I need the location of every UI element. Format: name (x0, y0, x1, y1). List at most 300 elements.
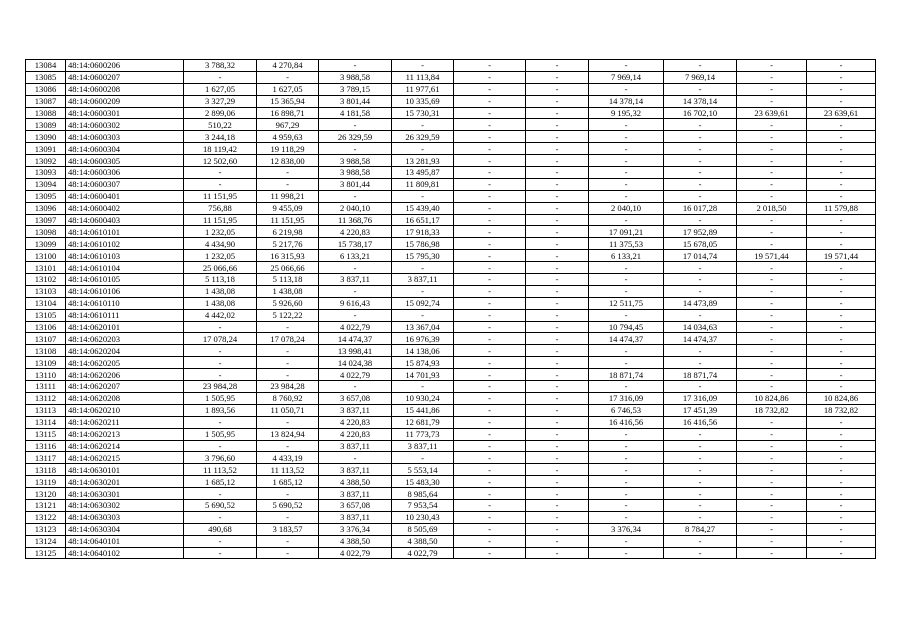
value-cell-6: - (526, 214, 589, 226)
value-cell-9: 23 639,61 (737, 107, 807, 119)
value-cell-4: 14 701,93 (392, 369, 454, 381)
value-cell-3: 3 988,58 (319, 155, 392, 167)
value-cell-1: 17 078,24 (184, 333, 257, 345)
cadastral-number-cell: 48:14:0630302 (66, 499, 184, 511)
value-cell-2: 12 838,00 (257, 155, 319, 167)
value-cell-6: - (526, 262, 589, 274)
cadastral-number-cell: 48:14:0600301 (66, 107, 184, 119)
table-row (26, 523, 876, 535)
table-row (26, 511, 876, 523)
value-cell-7: - (589, 535, 664, 547)
value-cell-4: 3 837,11 (392, 440, 454, 452)
value-cell-7: - (589, 214, 664, 226)
value-cell-8: 14 378,14 (664, 95, 737, 107)
table-row (26, 178, 876, 190)
table-row (26, 345, 876, 357)
value-cell-9: - (737, 119, 807, 131)
value-cell-7: 17 091,21 (589, 226, 664, 238)
value-cell-9: 10 824,86 (737, 392, 807, 404)
value-cell-7: - (589, 440, 664, 452)
value-cell-8: - (664, 535, 737, 547)
value-cell-1: - (184, 178, 257, 190)
value-cell-9: 19 571,44 (737, 250, 807, 262)
value-cell-6: - (526, 547, 589, 559)
value-cell-9: - (737, 333, 807, 345)
value-cell-4: 13 495,87 (392, 167, 454, 179)
value-cell-10: - (807, 297, 876, 309)
value-cell-6: - (526, 416, 589, 428)
value-cell-10: - (807, 428, 876, 440)
value-cell-6: - (526, 274, 589, 286)
value-cell-10: - (807, 535, 876, 547)
value-cell-4: 3 837,11 (392, 274, 454, 286)
value-cell-6: - (526, 381, 589, 393)
value-cell-7: - (589, 476, 664, 488)
value-cell-2: - (257, 167, 319, 179)
value-cell-7: 18 871,74 (589, 369, 664, 381)
cadastral-number-cell: 48:14:0620215 (66, 452, 184, 464)
value-cell-4: - (392, 381, 454, 393)
value-cell-9: - (737, 345, 807, 357)
value-cell-10: - (807, 357, 876, 369)
value-cell-10: - (807, 167, 876, 179)
value-cell-9: - (737, 285, 807, 297)
value-cell-10: - (807, 155, 876, 167)
value-cell-5: - (454, 155, 526, 167)
cadastral-number-cell: 48:14:0600402 (66, 202, 184, 214)
cadastral-number-cell: 48:14:0620213 (66, 428, 184, 440)
value-cell-8: - (664, 440, 737, 452)
value-cell-4: 10 335,69 (392, 95, 454, 107)
value-cell-10: - (807, 190, 876, 202)
row-number-cell: 13110 (26, 369, 66, 381)
value-cell-4: 16 651,17 (392, 214, 454, 226)
value-cell-3: 3 376,34 (319, 523, 392, 535)
value-cell-7: - (589, 345, 664, 357)
value-cell-2: 5 113,18 (257, 274, 319, 286)
value-cell-1: 2 899,06 (184, 107, 257, 119)
row-number-cell: 13118 (26, 464, 66, 476)
value-cell-6: - (526, 428, 589, 440)
value-cell-3: 4 220,83 (319, 428, 392, 440)
value-cell-2: - (257, 535, 319, 547)
value-cell-8: - (664, 131, 737, 143)
value-cell-4: 4 022,79 (392, 547, 454, 559)
value-cell-5: - (454, 345, 526, 357)
value-cell-2: 11 050,71 (257, 404, 319, 416)
value-cell-9: - (737, 464, 807, 476)
value-cell-9: - (737, 476, 807, 488)
value-cell-10: - (807, 416, 876, 428)
table-row (26, 369, 876, 381)
value-cell-2: - (257, 178, 319, 190)
value-cell-2: 5 217,76 (257, 238, 319, 250)
value-cell-3: - (319, 143, 392, 155)
value-cell-3: 15 738,17 (319, 238, 392, 250)
value-cell-4: - (392, 262, 454, 274)
value-cell-6: - (526, 309, 589, 321)
value-cell-6: - (526, 535, 589, 547)
value-cell-1: - (184, 547, 257, 559)
cadastral-number-cell: 48:14:0620204 (66, 345, 184, 357)
cadastral-number-cell: 48:14:0610102 (66, 238, 184, 250)
value-cell-8: 16 416,56 (664, 416, 737, 428)
value-cell-7: - (589, 285, 664, 297)
value-cell-7: - (589, 488, 664, 500)
value-cell-6: - (526, 511, 589, 523)
row-number-cell: 13098 (26, 226, 66, 238)
value-cell-6: - (526, 119, 589, 131)
value-cell-9: - (737, 190, 807, 202)
value-cell-1: 11 151,95 (184, 190, 257, 202)
value-cell-8: - (664, 178, 737, 190)
value-cell-5: - (454, 464, 526, 476)
table-row (26, 428, 876, 440)
table-row (26, 131, 876, 143)
value-cell-1: 1 232,05 (184, 226, 257, 238)
table-row (26, 321, 876, 333)
table-row (26, 190, 876, 202)
value-cell-3: 4 022,79 (319, 369, 392, 381)
value-cell-5: - (454, 488, 526, 500)
value-cell-10: - (807, 214, 876, 226)
value-cell-9: - (737, 178, 807, 190)
row-number-cell: 13100 (26, 250, 66, 262)
value-cell-10: - (807, 274, 876, 286)
value-cell-3: 4 022,79 (319, 547, 392, 559)
value-cell-3: 3 657,08 (319, 499, 392, 511)
table-row (26, 416, 876, 428)
value-cell-10: 10 824,86 (807, 392, 876, 404)
value-cell-1: 5 113,18 (184, 274, 257, 286)
value-cell-9: - (737, 274, 807, 286)
cadastral-number-cell: 48:14:0630304 (66, 523, 184, 535)
value-cell-2: - (257, 511, 319, 523)
data-table (25, 59, 876, 559)
value-cell-4: - (392, 119, 454, 131)
value-cell-9: - (737, 83, 807, 95)
table-row (26, 238, 876, 250)
value-cell-3: 3 988,58 (319, 167, 392, 179)
value-cell-10: - (807, 499, 876, 511)
value-cell-7: 7 969,14 (589, 71, 664, 83)
value-cell-7: - (589, 547, 664, 559)
value-cell-10: 19 571,44 (807, 250, 876, 262)
value-cell-2: - (257, 345, 319, 357)
value-cell-6: - (526, 250, 589, 262)
value-cell-9: - (737, 381, 807, 393)
value-cell-1: 23 984,28 (184, 381, 257, 393)
cadastral-number-cell: 48:14:0620207 (66, 381, 184, 393)
value-cell-8: - (664, 274, 737, 286)
value-cell-2: 11 113,52 (257, 464, 319, 476)
value-cell-7: - (589, 262, 664, 274)
value-cell-6: - (526, 297, 589, 309)
value-cell-8: 17 014,74 (664, 250, 737, 262)
row-number-cell: 13117 (26, 452, 66, 464)
value-cell-9: - (737, 416, 807, 428)
value-cell-5: - (454, 523, 526, 535)
table-row (26, 83, 876, 95)
value-cell-2: - (257, 547, 319, 559)
row-number-cell: 13111 (26, 381, 66, 393)
value-cell-3: 3 837,11 (319, 511, 392, 523)
value-cell-10: - (807, 464, 876, 476)
value-cell-1: - (184, 511, 257, 523)
value-cell-5: - (454, 143, 526, 155)
value-cell-2: 3 183,57 (257, 523, 319, 535)
value-cell-5: - (454, 535, 526, 547)
value-cell-3: 4 388,50 (319, 476, 392, 488)
value-cell-4: - (392, 143, 454, 155)
value-cell-8: 16 017,28 (664, 202, 737, 214)
value-cell-2: - (257, 416, 319, 428)
value-cell-4: - (392, 60, 454, 72)
value-cell-3: 3 988,58 (319, 71, 392, 83)
value-cell-1: 18 119,42 (184, 143, 257, 155)
value-cell-7: - (589, 511, 664, 523)
value-cell-6: - (526, 95, 589, 107)
table-row (26, 404, 876, 416)
row-number-cell: 13120 (26, 488, 66, 500)
value-cell-6: - (526, 523, 589, 535)
value-cell-10: - (807, 547, 876, 559)
value-cell-6: - (526, 285, 589, 297)
value-cell-6: - (526, 226, 589, 238)
cadastral-number-cell: 48:14:0620203 (66, 333, 184, 345)
value-cell-7: - (589, 143, 664, 155)
value-cell-6: - (526, 143, 589, 155)
value-cell-5: - (454, 547, 526, 559)
value-cell-6: - (526, 499, 589, 511)
value-cell-7: - (589, 428, 664, 440)
row-number-cell: 13104 (26, 297, 66, 309)
value-cell-5: - (454, 107, 526, 119)
value-cell-2: - (257, 321, 319, 333)
value-cell-10: - (807, 143, 876, 155)
value-cell-4: 14 138,06 (392, 345, 454, 357)
table-row (26, 285, 876, 297)
value-cell-4: 17 918,33 (392, 226, 454, 238)
value-cell-9: - (737, 499, 807, 511)
cadastral-number-cell: 48:14:0610104 (66, 262, 184, 274)
value-cell-1: 25 066,66 (184, 262, 257, 274)
value-cell-10: - (807, 262, 876, 274)
value-cell-2: 11 151,95 (257, 214, 319, 226)
value-cell-2: 13 824,94 (257, 428, 319, 440)
table-row (26, 309, 876, 321)
value-cell-5: - (454, 333, 526, 345)
value-cell-8: - (664, 262, 737, 274)
value-cell-4: 15 483,30 (392, 476, 454, 488)
value-cell-8: 14 474,37 (664, 333, 737, 345)
value-cell-4: 10 230,43 (392, 511, 454, 523)
value-cell-5: - (454, 178, 526, 190)
value-cell-4: 15 730,31 (392, 107, 454, 119)
cadastral-number-cell: 48:14:0610111 (66, 309, 184, 321)
value-cell-3: 14 474,37 (319, 333, 392, 345)
value-cell-5: - (454, 71, 526, 83)
value-cell-5: - (454, 392, 526, 404)
table-row (26, 95, 876, 107)
value-cell-9: - (737, 547, 807, 559)
value-cell-2: 17 078,24 (257, 333, 319, 345)
table-row (26, 262, 876, 274)
value-cell-3: - (319, 309, 392, 321)
value-cell-3: - (319, 60, 392, 72)
value-cell-2: 5 122,22 (257, 309, 319, 321)
table-row (26, 547, 876, 559)
value-cell-8: 7 969,14 (664, 71, 737, 83)
value-cell-4: 15 874,93 (392, 357, 454, 369)
value-cell-4: 8 985,64 (392, 488, 454, 500)
value-cell-4: - (392, 309, 454, 321)
cadastral-number-cell: 48:14:0620214 (66, 440, 184, 452)
value-cell-1: 11 113,52 (184, 464, 257, 476)
value-cell-5: - (454, 381, 526, 393)
value-cell-5: - (454, 60, 526, 72)
value-cell-8: 17 952,89 (664, 226, 737, 238)
value-cell-8: - (664, 452, 737, 464)
value-cell-9: - (737, 167, 807, 179)
value-cell-9: - (737, 357, 807, 369)
value-cell-1: 756,88 (184, 202, 257, 214)
value-cell-6: - (526, 71, 589, 83)
value-cell-1: - (184, 345, 257, 357)
value-cell-10: 11 579,88 (807, 202, 876, 214)
value-cell-1: 3 788,32 (184, 60, 257, 72)
value-cell-6: - (526, 107, 589, 119)
row-number-cell: 13103 (26, 285, 66, 297)
value-cell-5: - (454, 131, 526, 143)
value-cell-6: - (526, 155, 589, 167)
value-cell-2: 6 219,98 (257, 226, 319, 238)
value-cell-9: - (737, 131, 807, 143)
table-row (26, 357, 876, 369)
value-cell-8: - (664, 488, 737, 500)
value-cell-6: - (526, 333, 589, 345)
row-number-cell: 13101 (26, 262, 66, 274)
value-cell-9: - (737, 226, 807, 238)
value-cell-7: 6 746,53 (589, 404, 664, 416)
value-cell-1: - (184, 416, 257, 428)
value-cell-3: 14 024,38 (319, 357, 392, 369)
value-cell-7: - (589, 60, 664, 72)
table-row (26, 250, 876, 262)
value-cell-8: 17 451,39 (664, 404, 737, 416)
value-cell-2: 15 365,94 (257, 95, 319, 107)
table-row (26, 381, 876, 393)
value-cell-3: 3 837,11 (319, 440, 392, 452)
value-cell-8: - (664, 167, 737, 179)
table-row (26, 297, 876, 309)
value-cell-3: 2 040,10 (319, 202, 392, 214)
value-cell-2: - (257, 357, 319, 369)
value-cell-10: - (807, 476, 876, 488)
row-number-cell: 13094 (26, 178, 66, 190)
value-cell-1: 1 232,05 (184, 250, 257, 262)
value-cell-5: - (454, 357, 526, 369)
row-number-cell: 13108 (26, 345, 66, 357)
value-cell-8: 17 316,09 (664, 392, 737, 404)
value-cell-6: - (526, 357, 589, 369)
value-cell-6: - (526, 404, 589, 416)
value-cell-7: 16 416,56 (589, 416, 664, 428)
value-cell-3: 4 388,50 (319, 535, 392, 547)
table-row (26, 440, 876, 452)
value-cell-9: - (737, 428, 807, 440)
value-cell-10: - (807, 452, 876, 464)
value-cell-6: - (526, 83, 589, 95)
cadastral-number-cell: 48:14:0600206 (66, 60, 184, 72)
value-cell-5: - (454, 226, 526, 238)
value-cell-7: - (589, 167, 664, 179)
value-cell-7: - (589, 499, 664, 511)
value-cell-5: - (454, 214, 526, 226)
value-cell-5: - (454, 285, 526, 297)
cadastral-number-cell: 48:14:0630201 (66, 476, 184, 488)
table-row (26, 333, 876, 345)
table-row (26, 488, 876, 500)
value-cell-8: - (664, 190, 737, 202)
value-cell-10: - (807, 321, 876, 333)
value-cell-3: - (319, 381, 392, 393)
cadastral-number-cell: 48:14:0600403 (66, 214, 184, 226)
table-row (26, 155, 876, 167)
value-cell-1: - (184, 440, 257, 452)
table-body (26, 60, 876, 559)
value-cell-7: 14 474,37 (589, 333, 664, 345)
value-cell-3: 3 837,11 (319, 274, 392, 286)
value-cell-9: - (737, 309, 807, 321)
value-cell-7: - (589, 83, 664, 95)
value-cell-3: 26 329,59 (319, 131, 392, 143)
value-cell-5: - (454, 428, 526, 440)
cadastral-number-cell: 48:14:0620208 (66, 392, 184, 404)
row-number-cell: 13124 (26, 535, 66, 547)
value-cell-3: 3 657,08 (319, 392, 392, 404)
value-cell-7: - (589, 357, 664, 369)
value-cell-7: - (589, 119, 664, 131)
table-row (26, 392, 876, 404)
cadastral-number-cell: 48:14:0600302 (66, 119, 184, 131)
value-cell-8: - (664, 143, 737, 155)
value-cell-6: - (526, 345, 589, 357)
row-number-cell: 13086 (26, 83, 66, 95)
cadastral-number-cell: 48:14:0600401 (66, 190, 184, 202)
value-cell-5: - (454, 274, 526, 286)
value-cell-5: - (454, 309, 526, 321)
table-row (26, 202, 876, 214)
value-cell-3: 11 368,76 (319, 214, 392, 226)
value-cell-7: 12 511,75 (589, 297, 664, 309)
value-cell-1: - (184, 321, 257, 333)
value-cell-10: - (807, 83, 876, 95)
value-cell-6: - (526, 392, 589, 404)
value-cell-2: 967,29 (257, 119, 319, 131)
cadastral-number-cell: 48:14:0630101 (66, 464, 184, 476)
value-cell-7: - (589, 464, 664, 476)
value-cell-5: - (454, 83, 526, 95)
value-cell-5: - (454, 404, 526, 416)
value-cell-10: - (807, 440, 876, 452)
cadastral-number-cell: 48:14:0610110 (66, 297, 184, 309)
value-cell-10: - (807, 178, 876, 190)
row-number-cell: 13106 (26, 321, 66, 333)
value-cell-4: 11 773,73 (392, 428, 454, 440)
value-cell-8: 16 702,10 (664, 107, 737, 119)
value-cell-10: - (807, 238, 876, 250)
